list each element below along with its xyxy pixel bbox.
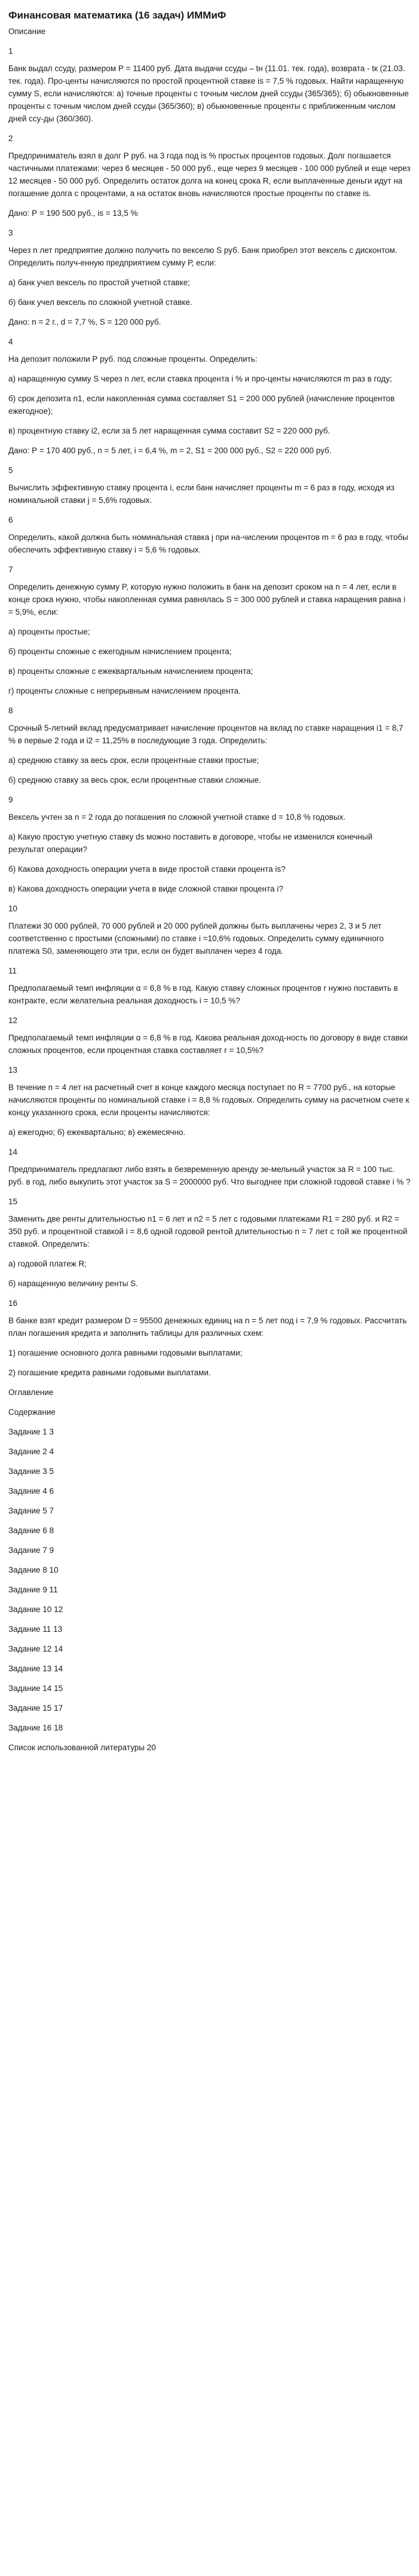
paragraph: Предполагаемый темп инфляции α = 6,8 % в год. Какую ставку сложных процентов r нужно поставить в контракте, если желательна реальная доходность i = 10,5 %?	[8, 984, 398, 1005]
paragraph: в) Какова доходность операции учета в виде сложной ставки процента i?	[8, 884, 283, 893]
paragraph: б) среднюю ставку за весь срок, если процентные ставки сложные.	[8, 776, 261, 785]
paragraph: Предприниматель предлагают либо взять в безвременную аренду зе-мельный участок за R = 100 тыс. руб. в год, либо выкупить этот участок за S = 2000000 руб. Что выгоднее при сложной годовой ставке i % ?	[8, 1165, 411, 1186]
paragraph: Платежи 30 000 рублей, 70 000 рублей и 20 000 рублей должны быть выплачены через 2, 3 и 5 лет соответственно с простыми (сложными) по ставке i =10,6% годовых. Определить сумму единичного платежа S0, заменяющего эти три, если он будет выплачен через 4 года.	[8, 921, 384, 956]
paragraph: На депозит положили Р руб. под сложные проценты. Определить:	[8, 355, 258, 364]
toc-item: Задание 3 5	[8, 1467, 54, 1476]
paragraph: б) срок депозита n1, если накопленная сумма составляет S1 = 200 000 рублей (начисление процентов ежегодное);	[8, 394, 395, 416]
paragraph: Предприниматель взял в долг Р руб. на 3 года под is % простых процентов годовых. Долг погашается частичными платежами: через 6 месяцев - 50 000 руб., еще через 9 месяцев - 100 000 рублей и еще через 12 месяцев - 50 000 руб. Определить остаток долга на конец срока R, если выплаченные деньги идут на погашение долга с процентами, а на остаток вновь начисляются простые проценты по ставке is.	[8, 151, 411, 198]
toc-item: Задание 1 3	[8, 1427, 54, 1436]
paragraph: Через n лет предприятие должно получить по векселю S руб. Банк приобрел этот вексель с дисконтом. Определить получ-енную предприятием сумму Р, если:	[8, 246, 397, 267]
paragraph: В течение n = 4 лет на расчетный счет в конце каждого месяца поступает по R = 7700 руб., на которые начисляются проценты по номинальной ставке i = 8,8 % годовых. Определить сумму на расчетном счете к концу указанного срока, если проценты начисляются:	[8, 1083, 409, 1117]
paragraph: Срочный 5-летний вклад предусматривает начисление процентов на вклад по ставке наращения i1 = 8,7 % в первые 2 года и i2 = 11,25% в последующие 3 года. Определить:	[8, 724, 403, 745]
task-number: 15	[8, 1197, 18, 1206]
task-number: 13	[8, 1066, 18, 1075]
toc-item: Задание 10 12	[8, 1605, 63, 1614]
paragraph: г) проценты сложные с непрерывным начислением процента.	[8, 686, 241, 695]
toc-item: Задание 6 8	[8, 1526, 54, 1535]
paragraph: Дано: Р = 190 500 руб., is = 13,5 %	[8, 209, 138, 218]
toc-item: Задание 11 13	[8, 1625, 63, 1634]
task-number: 10	[8, 904, 18, 913]
paragraph: в) проценты сложные с ежеквартальным начислением процента;	[8, 667, 253, 676]
task-number: 2	[8, 134, 13, 143]
paragraph: б) проценты сложные с ежегодным начислением процента;	[8, 647, 232, 656]
toc-heading: Оглавление	[8, 1388, 54, 1397]
task-number: 12	[8, 1016, 18, 1025]
paragraph: а) наращенную сумму S через n лет, если ставка процента i % и про-центы начисляются m раз в году;	[8, 374, 392, 383]
toc-item: Задание 5 7	[8, 1506, 54, 1515]
toc-item: Задание 4 6	[8, 1487, 54, 1495]
paragraph: Предполагаемый темп инфляции α = 6,8 % в год. Какова реальная доход-ность по договору в виде ставки сложных процентов, если процентная ставка составляет r = 10,5%?	[8, 1033, 408, 1055]
paragraph: б) наращенную величину ренты S.	[8, 1279, 138, 1288]
task-number: 7	[8, 565, 13, 574]
paragraph: В банке взят кредит размером D = 95500 денежных единиц на n = 5 лет под i = 7,9 % годовых. Рассчитать план погашения кредита и заполнить таблицы для различных схем:	[8, 1316, 407, 1338]
paragraph: а) среднюю ставку за весь срок, если процентные ставки простые;	[8, 756, 259, 765]
task-list	[8, 45, 411, 1379]
table-of-contents	[8, 1386, 411, 1754]
paragraph: Определить денежную сумму P, которую нужно положить в банк на депозит сроком на n = 4 лет, если в конце срока нужно, чтобы накопленная сумма равнялась S = 300 000 рублей и ставка наращения равна i = 5,9%, если:	[8, 582, 406, 616]
task-number: 11	[8, 966, 17, 975]
toc-item: Задание 16 18	[8, 1723, 63, 1732]
task-number: 8	[8, 706, 13, 715]
paragraph: Определить, какой должна быть номинальная ставка j при на-числении процентов m = 6 раз в году, чтобы обеспечить эффективную ставку i = 5,6 % годовых.	[8, 533, 408, 554]
paragraph: Заменить две ренты длительностью n1 = 6 лет и n2 = 5 лет с годовыми платежами R1 = 280 руб. и R2 = 350 руб. и процентной ставкой i = 8,6 одной годовой рентой длительностью n = 7 лет с той же процентной ставкой. Определить:	[8, 1214, 408, 1249]
task-number: 5	[8, 466, 13, 475]
paragraph: а) банк учел вексель по простой учетной ставке;	[8, 278, 190, 287]
task-number: 3	[8, 228, 13, 237]
toc-item: Задание 13 14	[8, 1664, 63, 1673]
task-number: 14	[8, 1147, 18, 1156]
paragraph: 1) погашение основного долга равными годовыми выплатами;	[8, 1348, 243, 1357]
toc-item: Список использованной литературы 20	[8, 1743, 156, 1752]
paragraph: в) процентную ставку i2, если за 5 лет наращенная сумма составит S2 = 220 000 руб.	[8, 426, 331, 435]
paragraph: б) банк учел вексель по сложной учетной ставке.	[8, 298, 192, 307]
intro-label: Описание	[8, 27, 46, 36]
toc-item: Задание 2 4	[8, 1447, 54, 1456]
paragraph: 2) погашение кредита равными годовыми выплатами.	[8, 1368, 211, 1377]
toc-item: Задание 9 11	[8, 1585, 58, 1594]
toc-item: Задание 12 14	[8, 1644, 63, 1653]
paragraph: Дано: Р = 170 400 руб., n = 5 лет, i = 6,4 %, m = 2, S1 = 200 000 руб., S2 = 220 000 руб.	[8, 446, 332, 455]
task-number: 16	[8, 1299, 18, 1308]
paragraph: а) годовой платеж R;	[8, 1259, 87, 1268]
task-number: 9	[8, 795, 13, 804]
paragraph: б) Какова доходность операции учета в виде простой ставки процента is?	[8, 865, 286, 874]
document-title: Финансовая математика (16 задач) ИММиФ	[8, 10, 227, 21]
toc-item: Задание 7 9	[8, 1546, 54, 1555]
paragraph: Вексель учтен за n = 2 года до погашения по сложной учетной ставке d = 10,8 % годовых.	[8, 813, 345, 822]
paragraph: Дано: n = 2 г., d = 7,7 %, S = 120 000 руб.	[8, 318, 161, 326]
paragraph: а) проценты простые;	[8, 627, 90, 636]
toc-item: Задание 14 15	[8, 1684, 63, 1693]
toc-item: Задание 8 10	[8, 1565, 59, 1574]
paragraph: Банк выдал ссуду, размером Р = 11400 руб. Дата выдачи ссуды – tн (11.01. тек. года), возврата - tк (21.03. тек. года). Про-центы начисляются по простой процентной ставке is = 7,5 % годовых. Найти наращенную сумму S, если начисляются: а) точные проценты с точным числом дней ссуды (365/365); б) обыкновенные проценты с точным числом дней ссуды (365/360); в) обыкновенные проценты с приближенным числом дней ссу-ды (360/360).	[8, 64, 409, 123]
task-number: 6	[8, 515, 13, 524]
toc-heading: Содержание	[8, 1408, 56, 1417]
toc-item: Задание 15 17	[8, 1704, 63, 1713]
task-number: 1	[8, 47, 13, 56]
paragraph: а) Какую простую учетную ставку ds можно поставить в договоре, чтобы не изменился конечный результат операции?	[8, 832, 373, 854]
task-number: 4	[8, 337, 13, 346]
paragraph: а) ежегодно; б) ежеквартально; в) ежемесячно.	[8, 1128, 186, 1137]
paragraph: Вычислить эффективную ставку процента i, если банк начисляет проценты m = 6 раз в году, исходя из номинальной ставки j = 5,6% годовых.	[8, 483, 394, 505]
